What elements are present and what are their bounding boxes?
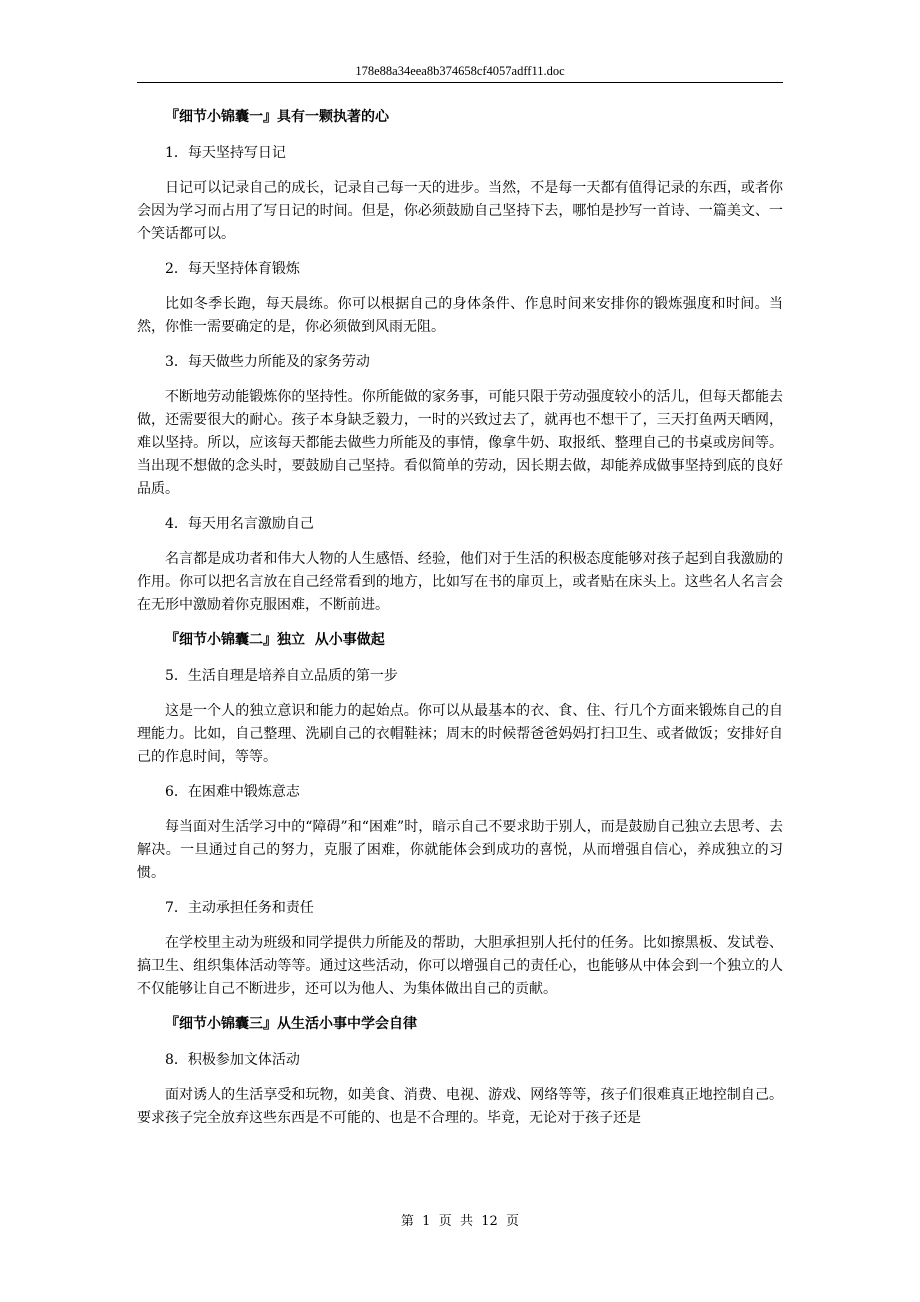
- item-paragraph-6: 每当面对生活学习中的“障碍”和“困难”时，暗示自己不要求助于别人，而是鼓励自己独立去思考、去解决。一旦通过自己的努力，克服了困难，你就能体会到成功的喜悦，从而增强自信心，养成独立的习惯。: [137, 819, 783, 881]
- header-rule: [137, 82, 783, 83]
- item-title-6: 6．在困难中锻炼意志: [165, 784, 300, 800]
- section-heading-2: 『细节小锦囊二』独立 从小事做起: [165, 632, 385, 648]
- item-title-8: 8．积极参加文体活动: [165, 1052, 300, 1068]
- item-title-2: 2．每天坚持体育锻炼: [165, 261, 300, 277]
- item-paragraph-2: 比如冬季长跑，每天晨练。你可以根据自己的身体条件、作息时间来安排你的锻炼强度和时间。当然，你惟一需要确定的是，你必须做到风雨无阻。: [137, 296, 783, 335]
- item-title-7: 7．主动承担任务和责任: [165, 900, 314, 916]
- item-title-3: 3．每天做些力所能及的家务劳动: [165, 354, 370, 370]
- item-paragraph-7: 在学校里主动为班级和同学提供力所能及的帮助，大胆承担别人托付的任务。比如擦黑板、发试卷、搞卫生、组织集体活动等等。通过这些活动，你可以增强自己的责任心，也能够从中体会到一个独立的人不仅能够让自己不断进步，还可以为他人、为集体做出自己的贡献。: [137, 935, 783, 997]
- item-paragraph-4: 名言都是成功者和伟大人物的人生感悟、经验，他们对于生活的积极态度能够对孩子起到自我激励的作用。你可以把名言放在自己经常看到的地方，比如写在书的扉页上，或者贴在床头上。这些名人名言会在无形中激励着你克服困难，不断前进。: [137, 551, 783, 613]
- item-title-4: 4．每天用名言激励自己: [165, 516, 314, 532]
- page-footer: 第 1 页 共 12 页: [400, 1214, 520, 1229]
- item-paragraph-1: 日记可以记录自己的成长，记录自己每一天的进步。当然，不是每一天都有值得记录的东西，或者你会因为学习而占用了写日记的时间。但是，你必须鼓励自己坚持下去，哪怕是抄写一首诗、一篇美文、一个笑话都可以。: [137, 180, 783, 242]
- section-heading-1: 『细节小锦囊一』具有一颗执著的心: [165, 109, 389, 125]
- document-body: [137, 106, 783, 1130]
- section-heading-3: 『细节小锦囊三』从生活小事中学会自律: [165, 1016, 417, 1032]
- item-title-1: 1．每天坚持写日记: [165, 145, 286, 161]
- item-paragraph-5: 这是一个人的独立意识和能力的起始点。你可以从最基本的衣、食、住、行几个方面来锻炼自己的自理能力。比如，自己整理、洗刷自己的衣帽鞋袜；周末的时候帮爸爸妈妈打扫卫生、或者做饭；安排好自己的作息时间，等等。: [137, 703, 783, 765]
- header-filename: 178e88a34eea8b374658cf4057adff11.doc: [355, 64, 565, 78]
- item-paragraph-8: 面对诱人的生活享受和玩物，如美食、消费、电视、游戏、网络等等，孩子们很难真正地控制自己。要求孩子完全放弃这些东西是不可能的、也是不合理的。毕竟，无论对于孩子还是: [137, 1087, 783, 1126]
- item-title-5: 5．生活自理是培养自立品质的第一步: [165, 668, 398, 684]
- item-paragraph-3: 不断地劳动能锻炼你的坚持性。你所能做的家务事，可能只限于劳动强度较小的活儿，但每天都能去做，还需要很大的耐心。孩子本身缺乏毅力，一时的兴致过去了，就再也不想干了，三天打鱼两天晒网，难以坚持。所以，应该每天都能去做些力所能及的事情，像拿牛奶、取报纸、整理自己的书桌或房间等。当出现不想做的念头时，要鼓励自己坚持。看似简单的劳动，因长期去做，却能养成做事坚持到底的良好品质。: [137, 389, 783, 497]
